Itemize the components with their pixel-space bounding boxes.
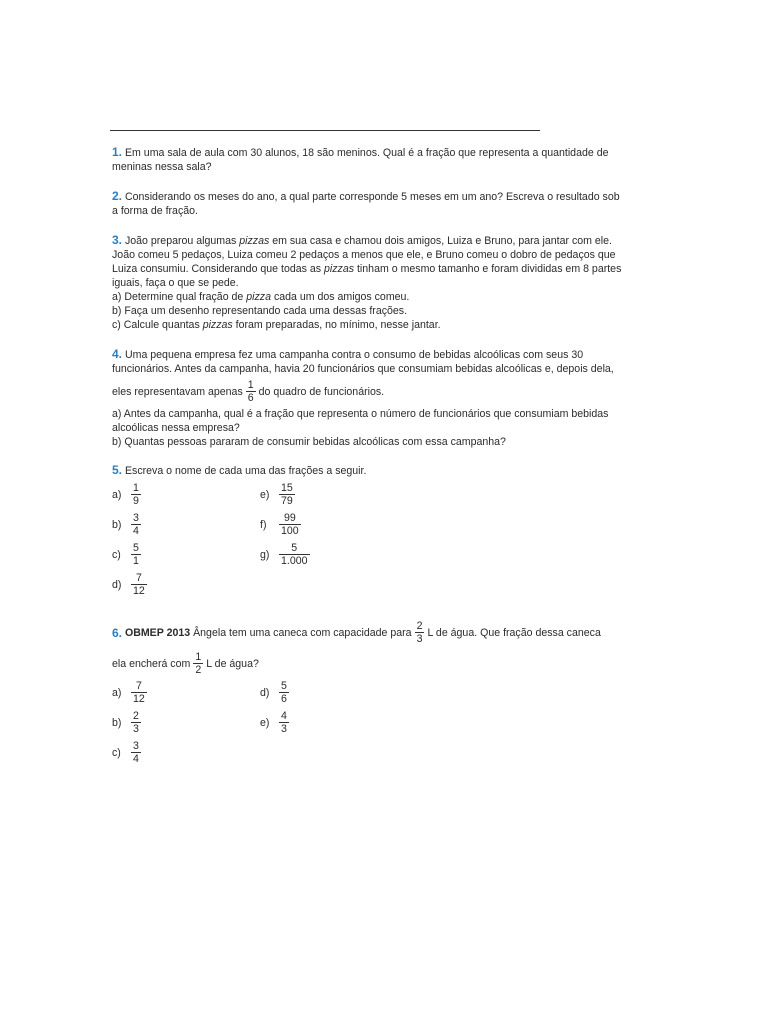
- option-label: e): [260, 716, 270, 729]
- option-label: a): [112, 686, 122, 699]
- denominator: 12: [133, 693, 145, 705]
- item-c: c) Calcule quantas: [112, 319, 203, 331]
- italic-term: pizzas: [202, 319, 233, 331]
- numerator: 3: [133, 740, 139, 752]
- denominator: 6: [247, 392, 254, 404]
- q5-options: [112, 482, 412, 602]
- item-c: foram preparadas, no mínimo, nesse jantar.: [232, 319, 441, 331]
- question-text: João comeu 5 pedaços, Luiza comeu 2 pedaços a menos que ele, e Bruno comeu o dobro de pedaços que: [112, 249, 616, 261]
- option-a: [112, 482, 144, 507]
- question-5: [112, 463, 646, 478]
- option-label: c): [112, 746, 121, 759]
- italic-term: pizzas: [239, 235, 270, 247]
- denominator: 12: [133, 585, 145, 597]
- question-text: L de água. Que fração dessa caneca: [427, 626, 601, 639]
- numerator: 5: [281, 680, 287, 692]
- numerator: 5: [133, 542, 139, 554]
- item-a: cada um dos amigos comeu.: [271, 291, 410, 303]
- question-text: do quadro de funcionários.: [258, 385, 385, 398]
- fraction: [279, 512, 301, 537]
- source-label: OBMEP 2013: [124, 626, 191, 639]
- question-4: [112, 347, 646, 449]
- numerator: 2: [416, 620, 423, 632]
- question-number: 4.: [112, 347, 123, 361]
- question-number: 6.: [112, 625, 123, 640]
- fraction: [131, 710, 141, 735]
- item-b: b) Faça um desenho representando cada uma dessas frações.: [112, 305, 408, 317]
- option-c: [112, 740, 144, 765]
- fraction: [193, 651, 203, 676]
- numerator: 7: [135, 572, 142, 584]
- denominator: 4: [133, 753, 139, 765]
- fraction: [279, 542, 310, 567]
- header-rule: [110, 130, 540, 131]
- question-text: meninas nessa sala?: [112, 161, 212, 173]
- denominator: 1.000: [281, 555, 308, 567]
- denominator: 3: [416, 633, 423, 645]
- question-text: Em uma sala de aula com 30 alunos, 18 são meninos. Qual é a fração que representa a quantidade de: [124, 147, 609, 159]
- numerator: 4: [281, 710, 287, 722]
- question-text: Escreva o nome de cada uma das frações a seguir.: [124, 465, 367, 477]
- denominator: 79: [281, 495, 293, 507]
- fraction: [279, 680, 289, 705]
- fraction: [415, 620, 425, 645]
- question-text: iguais, faça o que se pede.: [112, 277, 239, 289]
- option-label: e): [260, 488, 270, 501]
- item-a: alcoólicas nessa empresa?: [112, 422, 240, 434]
- denominator: 6: [281, 693, 287, 705]
- question-number: 2.: [112, 189, 123, 203]
- option-label: c): [112, 548, 121, 561]
- question-text: ela encherá com: [112, 657, 191, 670]
- denominator: 3: [281, 723, 287, 735]
- item-a: a) Determine qual fração de: [112, 291, 247, 303]
- fraction: [279, 482, 295, 507]
- fraction: [131, 512, 141, 537]
- numerator: 1: [133, 482, 139, 494]
- denominator: 3: [133, 723, 139, 735]
- option-label: f): [260, 518, 267, 531]
- question-text: L de água?: [206, 657, 259, 670]
- fraction: [246, 379, 256, 404]
- fraction: [131, 482, 141, 507]
- option-label: b): [112, 716, 122, 729]
- fraction: [131, 740, 141, 765]
- option-a: [112, 680, 150, 705]
- question-2: [112, 189, 646, 218]
- denominator: 4: [133, 525, 139, 537]
- option-b: [112, 512, 144, 537]
- question-3: [112, 233, 646, 332]
- numerator: 1: [195, 651, 202, 663]
- italic-term: pizzas: [324, 263, 355, 275]
- question-number: 1.: [112, 145, 123, 159]
- denominator: 100: [281, 525, 299, 537]
- question-6: [112, 620, 646, 676]
- question-number: 5.: [112, 463, 123, 477]
- question-text: a forma de fração.: [112, 205, 198, 217]
- option-label: d): [112, 578, 122, 591]
- option-b: [112, 710, 144, 735]
- option-f: [260, 512, 304, 537]
- option-e: [260, 710, 292, 735]
- option-label: b): [112, 518, 122, 531]
- numerator: 5: [291, 542, 298, 554]
- option-g: [260, 542, 313, 567]
- italic-term: pizza: [246, 291, 271, 303]
- question-text: Uma pequena empresa fez uma campanha contra o consumo de bebidas alcoólicas com seus 30: [124, 349, 584, 361]
- option-label: g): [260, 548, 270, 561]
- question-text: eles representavam apenas: [112, 385, 243, 398]
- item-a: a) Antes da campanha, qual é a fração que representa o número de funcionários que consumiam bebidas: [112, 408, 609, 420]
- denominator: 1: [133, 555, 139, 567]
- numerator: 1: [247, 379, 254, 391]
- fraction: [131, 680, 147, 705]
- numerator: 3: [133, 512, 139, 524]
- question-number: 3.: [112, 233, 123, 247]
- denominator: 2: [195, 664, 202, 676]
- option-d: [112, 572, 150, 597]
- question-text: funcionários. Antes da campanha, havia 20 funcionários que consumiam bebidas alcoólicas e, depois dela,: [112, 363, 614, 375]
- question-text: tinham o mesmo tamanho e foram divididas em 8 partes: [354, 263, 622, 275]
- option-label: d): [260, 686, 270, 699]
- question-1: [112, 145, 646, 174]
- denominator: 9: [133, 495, 139, 507]
- question-text: Ângela tem uma caneca com capacidade para: [193, 626, 412, 639]
- numerator: 2: [133, 710, 139, 722]
- option-d: [260, 680, 292, 705]
- option-e: [260, 482, 298, 507]
- question-text: em sua casa e chamou dois amigos, Luiza e Bruno, para jantar com ele.: [269, 235, 612, 247]
- fraction: [131, 542, 141, 567]
- option-c: [112, 542, 144, 567]
- option-label: a): [112, 488, 122, 501]
- numerator: 7: [135, 680, 142, 692]
- fraction: [279, 710, 289, 735]
- question-text: Considerando os meses do ano, a qual parte corresponde 5 meses em um ano? Escreva o resultado sob: [124, 191, 620, 203]
- numerator: 99: [283, 512, 296, 524]
- item-b: b) Quantas pessoas pararam de consumir bebidas alcoólicas com essa campanha?: [112, 436, 506, 448]
- numerator: 15: [281, 482, 293, 494]
- q6-options: [112, 680, 412, 770]
- fraction: [131, 572, 147, 597]
- question-text: Luiza consumiu. Considerando que todas as: [112, 263, 325, 275]
- question-text: João preparou algumas: [124, 235, 240, 247]
